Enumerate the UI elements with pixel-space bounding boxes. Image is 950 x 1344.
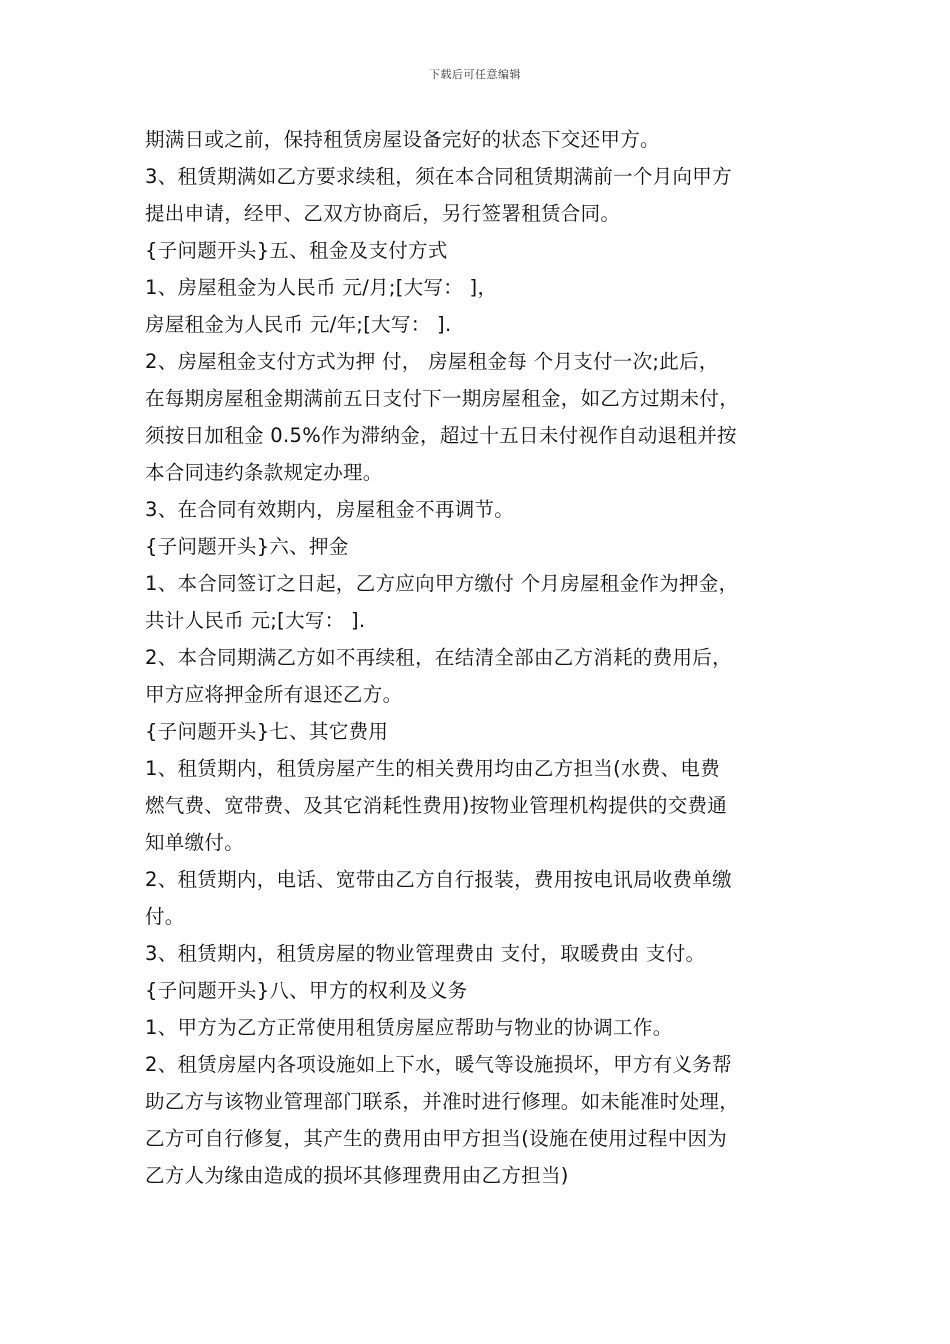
text-line: 助乙方与该物业管理部门联系，并准时进行修理。如未能准时处理， (145, 1090, 740, 1113)
text-line: 须按日加租金 0.5%作为滞纳金，超过十五日未付视作自动退租并按 (145, 424, 737, 447)
text-line: 知单缴付。 (145, 831, 245, 854)
section-heading: {子问题开头}七、其它费用 (145, 720, 389, 743)
section-heading: {子问题开头}八、甲方的权利及义务 (145, 979, 468, 1002)
text-line: 提出申请，经甲、乙双方协商后，另行签署租赁合同。 (145, 202, 621, 225)
text-line: 共计人民币 元;[大写： ]. (145, 609, 366, 632)
section-heading: {子问题开头}五、租金及支付方式 (145, 239, 448, 262)
text-line: 2、本合同期满乙方如不再续租，在结清全部由乙方消耗的费用后， (145, 646, 732, 669)
text-line: 3、租赁期内，租赁房屋的物业管理费由 支付，取暖费由 支付。 (145, 942, 706, 965)
text-line: 在每期房屋租金期满前五日支付下一期房屋租金，如乙方过期未付， (145, 387, 740, 410)
text-line: 房屋租金为人民币 元/年;[大写： ]. (145, 313, 452, 336)
text-line: 1、甲方为乙方正常使用租赁房屋应帮助与物业的协调工作。 (145, 1016, 673, 1039)
text-line: 本合同违约条款规定办理。 (145, 461, 383, 484)
text-line: 2、房屋租金支付方式为押 付， 房屋租金每 个月支付一次;此后， (145, 350, 719, 373)
text-line: 3、在合同有效期内，房屋租金不再调节。 (145, 498, 515, 521)
text-line: 付。 (145, 905, 185, 928)
text-line: 1、房屋租金为人民币 元/月;[大写： ]， (145, 276, 498, 299)
text-line: 2、租赁房屋内各项设施如上下水，暖气等设施损坏，甲方有义务帮 (145, 1053, 732, 1076)
page-header: 下载后可任意编辑 (429, 68, 521, 81)
text-line: 1、本合同签订之日起，乙方应向甲方缴付 个月房屋租金作为押金， (145, 572, 739, 595)
text-line: 3、租赁期满如乙方要求续租，须在本合同租赁期满前一个月向甲方 (145, 165, 732, 188)
text-line: 燃气费、宽带费、及其它消耗性费用)按物业管理机构提供的交费通 (145, 794, 728, 817)
text-line: 1、租赁期内，租赁房屋产生的相关费用均由乙方担当(水费、电费 (145, 757, 721, 780)
text-line: 2、租赁期内，电话、宽带由乙方自行报装，费用按电讯局收费单缴 (145, 868, 732, 891)
text-line: 乙方可自行修复，其产生的费用由甲方担当(设施在使用过程中因为 (145, 1127, 728, 1150)
contract-body (145, 121, 835, 1194)
text-line: 期满日或之前，保持租赁房屋设备完好的状态下交还甲方。 (145, 128, 660, 151)
text-line: 乙方人为缘由造成的损坏其修理费用由乙方担当) (145, 1164, 569, 1187)
text-line: 甲方应将押金所有退还乙方。 (145, 683, 403, 706)
section-heading: {子问题开头}六、押金 (145, 535, 349, 558)
